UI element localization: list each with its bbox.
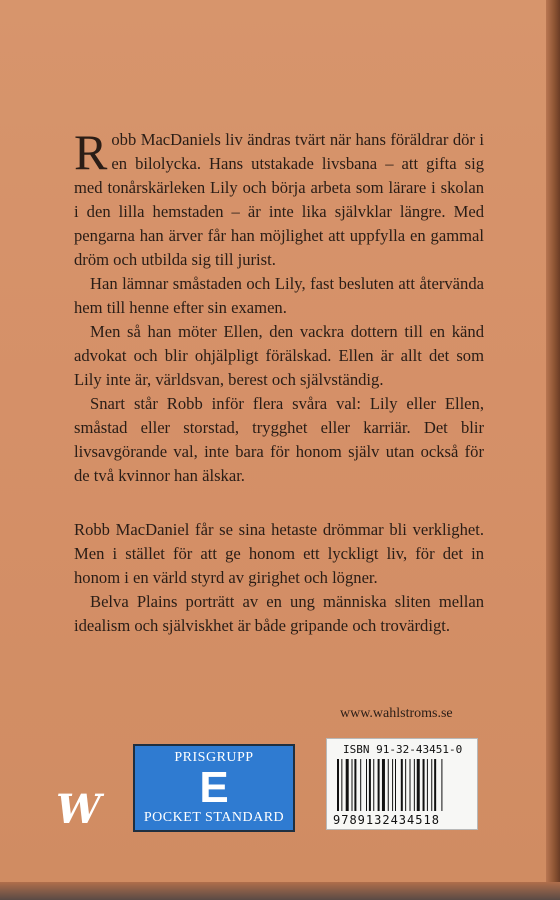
blurb-paragraph-4: Snart står Robb inför flera svåra val: Lily eller Ellen, småstad eller storstad, trygghet eller karriär. Det blir livsavgörande val, inte bara för honom själv utan också för de två kvinnor han älskar. bbox=[74, 394, 484, 485]
price-group-letter: E bbox=[199, 763, 229, 812]
price-group-badge bbox=[133, 744, 295, 832]
price-group-label: PRISGRUPP bbox=[174, 750, 254, 765]
blurb-paragraph-1 bbox=[74, 124, 484, 272]
blurb-paragraph-1-text: obb MacDaniels liv ändras tvärt när hans föräldrar dör i en bilolycka. Hans utstakade livsbana – att gifta sig med tonårskärleken Lily och börja arbeta som lärare i skolan i den lilla hemstaden – är inte lika självklar längre. Med pengarna han ärver får han möjlighet att uppfylla en gammal dröm och utbilda sig till jurist. bbox=[74, 130, 484, 269]
barcode-label bbox=[326, 738, 478, 830]
publisher-logo: W bbox=[56, 786, 101, 833]
drop-cap: R bbox=[74, 124, 108, 180]
blurb-text bbox=[74, 124, 484, 638]
blurb-paragraph-6: Belva Plains porträtt av en ung människa sliten mellan idealism och själviskhet är både gripande och trovärdigt. bbox=[74, 592, 484, 635]
blurb-paragraph-5: Robb MacDaniel får se sina hetaste drömmar bli verklighet. Men i stället för att ge honom ett lyckligt liv, för det in honom i en värld styrd av girighet och lögner. bbox=[74, 520, 484, 587]
cover-edge-right bbox=[546, 0, 560, 900]
blurb-paragraph-3: Men så han möter Ellen, den vackra dottern till en känd advokat och blir ohjälpligt förälskad. Ellen är allt det som Lily inte är, världsvan, berest och självständig. bbox=[74, 322, 484, 389]
cover-edge-bottom bbox=[0, 882, 560, 900]
publisher-url: www.wahlstroms.se bbox=[340, 706, 453, 721]
isbn-text: ISBN 91-32-43451-0 bbox=[343, 743, 463, 756]
barcode-icon bbox=[337, 759, 467, 811]
blurb-paragraph-2: Han lämnar småstaden och Lily, fast besluten att återvända hem till henne efter sin examen. bbox=[74, 274, 484, 317]
barcode-digits: 9789132434518 bbox=[333, 813, 440, 827]
price-group-format: POCKET STANDARD bbox=[143, 810, 285, 825]
